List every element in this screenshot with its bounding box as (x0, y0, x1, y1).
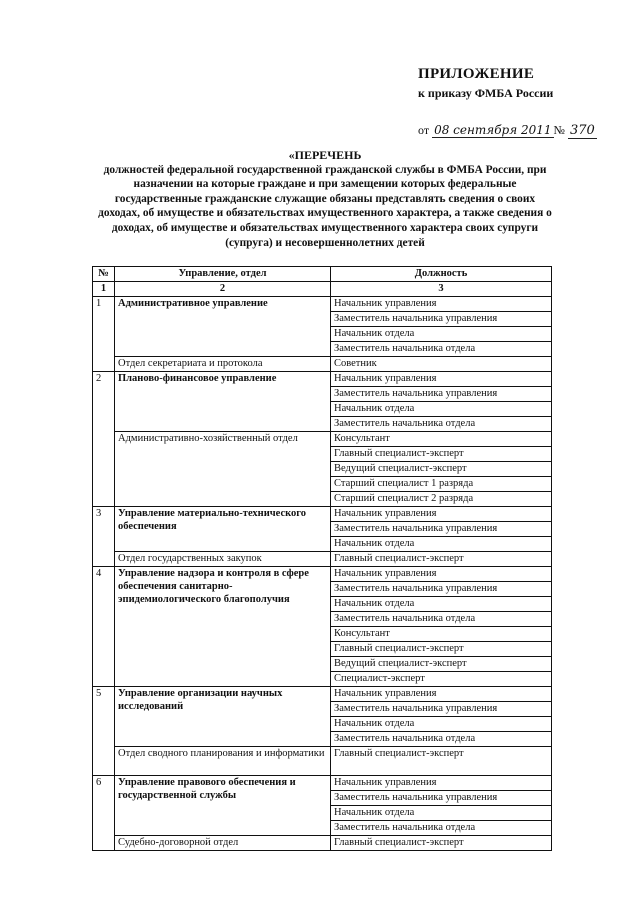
department-cell: Отдел государственных закупок (115, 552, 331, 567)
position-cell: Начальник отдела (331, 402, 552, 417)
table-header-row (93, 267, 552, 282)
position-cell: Заместитель начальника управления (331, 582, 552, 597)
position-cell: Ведущий специалист-эксперт (331, 657, 552, 672)
position-cell: Начальник отдела (331, 597, 552, 612)
department-cell: Административное управление (115, 297, 331, 357)
department-cell: Отдел сводного планирования и информатики (115, 747, 331, 776)
position-cell: Начальник управления (331, 776, 552, 791)
appendix-title: ПРИЛОЖЕНИЕ (418, 66, 535, 82)
department-cell: Административно-хозяйственный отдел (115, 432, 331, 507)
index-cell: 2 (115, 282, 331, 297)
position-cell: Заместитель начальника управления (331, 387, 552, 402)
position-cell: Начальник отдела (331, 806, 552, 821)
col-header-number: № (93, 267, 115, 282)
position-cell: Главный специалист-эксперт (331, 552, 552, 567)
list-title-line: доходах, об имуществе и обязательствах имущественного характера своих супруги (111, 221, 539, 234)
position-cell: Заместитель начальника отдела (331, 342, 552, 357)
department-cell: Судебно-договорной отдел (115, 836, 331, 851)
position-cell: Начальник управления (331, 567, 552, 582)
group-number-cell: 3 (93, 507, 115, 567)
group-number-cell: 5 (93, 687, 115, 776)
table-row (93, 567, 552, 582)
table-row (93, 747, 552, 776)
department-cell: Планово-финансовое управление (115, 372, 331, 432)
group-number-cell: 1 (93, 297, 115, 372)
table-row (93, 297, 552, 312)
department-cell: Управление надзора и контроля в сфере обеспечения санитарно-эпидемиологического благополучия (115, 567, 331, 687)
position-cell: Начальник управления (331, 507, 552, 522)
position-cell: Начальник управления (331, 372, 552, 387)
table-row (93, 372, 552, 387)
department-cell: Управление правового обеспечения и государственной службы (115, 776, 331, 836)
order-date-line (418, 123, 628, 138)
position-cell: Начальник управления (331, 687, 552, 702)
table-index-row (93, 282, 552, 297)
position-cell: Заместитель начальника отдела (331, 821, 552, 836)
list-title-line: государственные гражданские служащие обязаны представлять сведения о своих (114, 192, 536, 205)
position-cell: Консультант (331, 627, 552, 642)
position-cell: Начальник управления (331, 297, 552, 312)
position-cell: Советник (331, 357, 552, 372)
group-number-cell: 6 (93, 776, 115, 851)
list-title-line: (супруга) и несовершеннолетних детей (225, 236, 425, 249)
group-number-cell: 2 (93, 372, 115, 507)
list-title (90, 148, 560, 250)
position-cell: Заместитель начальника управления (331, 791, 552, 806)
department-cell: Управление материально-технического обеспечения (115, 507, 331, 552)
date-prefix: от (418, 123, 430, 137)
table-row (93, 552, 552, 567)
position-cell: Заместитель начальника отдела (331, 612, 552, 627)
number-prefix: № (553, 123, 565, 137)
table-row (93, 357, 552, 372)
list-title-line: доходах, об имуществе и обязательствах имущественного характера, а также сведения о (98, 207, 552, 220)
position-cell: Главный специалист-эксперт (331, 447, 552, 462)
list-title-line: должностей федеральной государственной гражданской службы в ФМБА России, при (103, 163, 547, 176)
position-cell: Главный специалист-эксперт (331, 642, 552, 657)
position-cell: Главный специалист-эксперт (331, 836, 552, 851)
document-header (418, 66, 628, 138)
position-cell: Старший специалист 2 разряда (331, 492, 552, 507)
position-cell: Главный специалист-эксперт (331, 747, 552, 776)
table-row (93, 836, 552, 851)
positions-table (92, 266, 552, 851)
position-cell: Заместитель начальника управления (331, 522, 552, 537)
table-row (93, 776, 552, 791)
col-header-position: Должность (331, 267, 552, 282)
position-cell: Заместитель начальника управления (331, 702, 552, 717)
position-cell: Начальник отдела (331, 537, 552, 552)
position-cell: Ведущий специалист-эксперт (331, 462, 552, 477)
position-cell: Консультант (331, 432, 552, 447)
index-cell: 3 (331, 282, 552, 297)
position-cell: Специалист-эксперт (331, 672, 552, 687)
department-cell: Управление организации научных исследований (115, 687, 331, 747)
appendix-subtitle: к приказу ФМБА России (418, 86, 554, 100)
table-row (93, 432, 552, 447)
list-title-heading: «ПЕРЕЧЕНЬ (288, 148, 362, 162)
position-cell: Старший специалист 1 разряда (331, 477, 552, 492)
group-number-cell: 4 (93, 567, 115, 687)
col-header-department: Управление, отдел (115, 267, 331, 282)
table-row (93, 507, 552, 522)
position-cell: Начальник отдела (331, 327, 552, 342)
position-cell: Заместитель начальника управления (331, 312, 552, 327)
table-row (93, 687, 552, 702)
position-cell: Заместитель начальника отдела (331, 732, 552, 747)
index-cell: 1 (93, 282, 115, 297)
department-cell: Отдел секретариата и протокола (115, 357, 331, 372)
position-cell: Начальник отдела (331, 717, 552, 732)
handwritten-number: 370 (570, 123, 595, 138)
list-title-line: назначении на которые граждане и при замещении которых федеральные (133, 178, 517, 191)
position-cell: Заместитель начальника отдела (331, 417, 552, 432)
handwritten-date: 08 сентября 2011 (434, 123, 552, 137)
